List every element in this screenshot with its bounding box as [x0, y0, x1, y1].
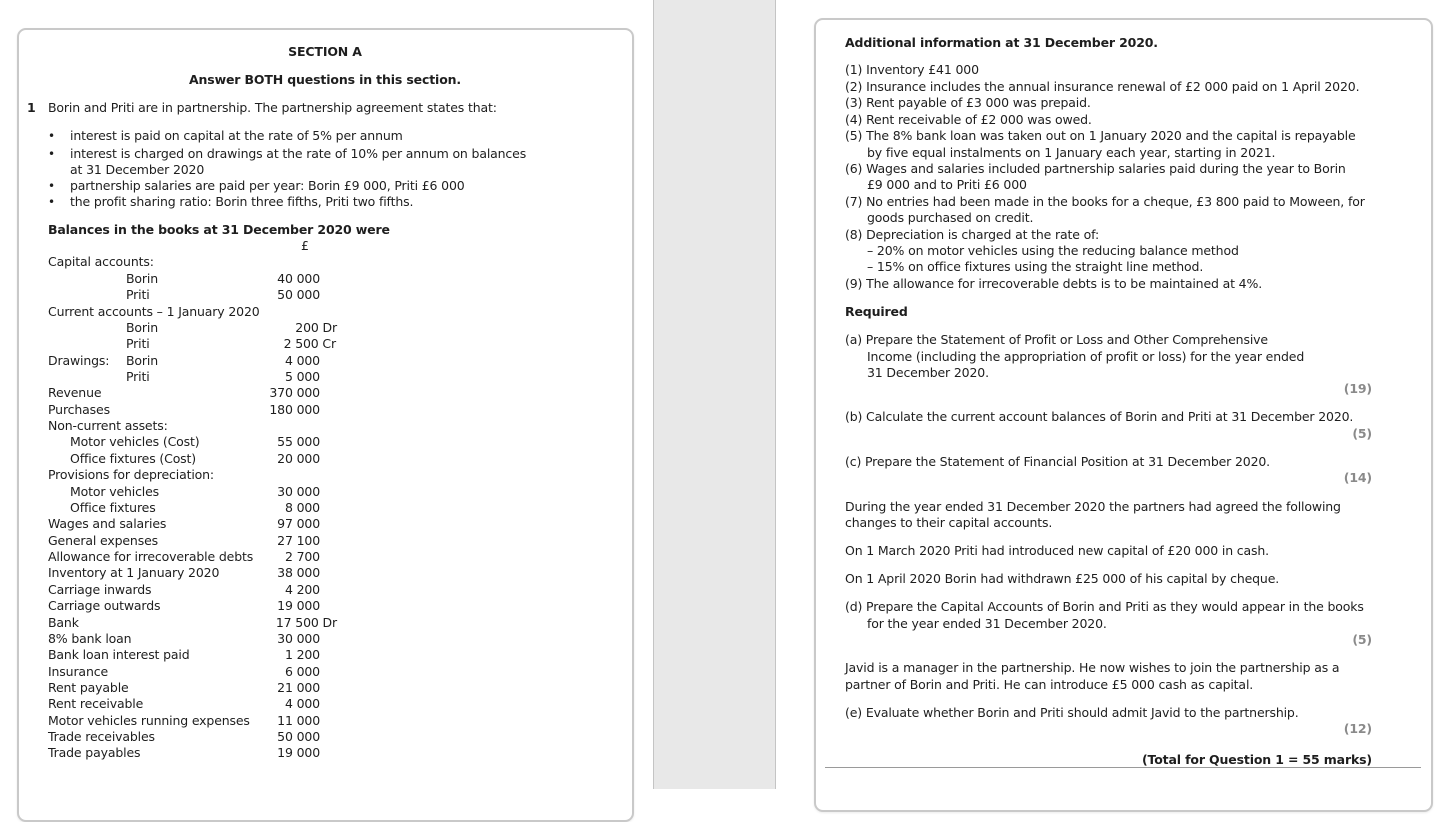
ledger-value: 180 000	[269, 402, 320, 417]
bullet-text: the profit sharing ratio: Borin three fifths, Priti two fifths.	[70, 194, 414, 209]
bullet: •	[48, 147, 56, 161]
ledger-label: Priti	[126, 369, 150, 384]
ledger-value: 27 100	[277, 533, 320, 548]
ledger-label: Inventory at 1 January 2020	[48, 565, 220, 580]
ledger-value: 50 000	[277, 287, 320, 302]
ledger-value: 40 000	[277, 271, 320, 286]
part-b-text: (b) Calculate the current account balances of Borin and Priti at 31 December 2020.	[845, 409, 1354, 424]
bullet-text: interest is paid on capital at the rate of 5% per annum	[70, 128, 403, 143]
part-a-text: 31 December 2020.	[867, 365, 989, 380]
ledger-label: Carriage inwards	[48, 582, 152, 597]
info-line: (8) Depreciation is charged at the rate of:	[845, 227, 1100, 242]
ledger-value: 30 000	[277, 631, 320, 646]
ledger-value: 55 000	[277, 434, 320, 449]
ledger-label: Current accounts – 1 January 2020	[48, 304, 260, 319]
ledger-value: 2 700	[284, 549, 320, 564]
ledger-value: 17 500 Dr	[275, 615, 337, 630]
marks-b: (5)	[1352, 426, 1372, 441]
ledger-label: Office fixtures (Cost)	[70, 451, 197, 466]
javid-text: Javid is a manager in the partnership. He now wishes to join the partnership as a	[845, 660, 1340, 675]
ledger-value: 20 000	[277, 451, 320, 466]
total-marks: (Total for Question 1 = 55 marks)	[1141, 752, 1372, 767]
info-line: (9) The allowance for irrecoverable debts is to be maintained at 4%.	[845, 276, 1263, 291]
info-line: (7) No entries had been made in the books for a cheque, £3 800 paid to Moween, for	[845, 194, 1365, 209]
change-1: On 1 March 2020 Priti had introduced new capital of £20 000 in cash.	[845, 543, 1269, 558]
ledger-value: 4 000	[284, 353, 320, 368]
required-heading: Required	[845, 304, 908, 319]
ledger-label: Motor vehicles (Cost)	[70, 434, 200, 449]
ledger-label: Drawings:	[48, 353, 110, 368]
info-line: (1) Inventory £41 000	[845, 62, 979, 77]
ledger-label: Priti	[126, 287, 150, 302]
section-title: SECTION A	[288, 44, 362, 59]
ledger-label: Carriage outwards	[48, 598, 161, 613]
ledger-label: Motor vehicles	[70, 484, 160, 499]
ledger-value: 2 500 Cr	[283, 336, 336, 351]
changes-intro: During the year ended 31 December 2020 the partners had agreed the following	[845, 499, 1341, 514]
info-line: (4) Rent receivable of £2 000 was owed.	[845, 112, 1092, 127]
marks-d: (5)	[1352, 632, 1372, 647]
ledger-label: Office fixtures	[70, 500, 156, 515]
ledger-value: 30 000	[277, 484, 320, 499]
currency-symbol: £	[301, 238, 309, 253]
ledger-value: 97 000	[277, 516, 320, 531]
info-line: by five equal instalments on 1 January each year, starting in 2021.	[867, 145, 1276, 160]
ledger-label: Purchases	[48, 402, 110, 417]
ledger-label: Revenue	[48, 385, 102, 400]
ledger-value: 5 000	[284, 369, 320, 384]
part-a-text: Income (including the appropriation of profit or loss) for the year ended	[867, 349, 1305, 364]
ledger-label: Capital accounts:	[48, 254, 154, 269]
question-intro: Borin and Priti are in partnership. The partnership agreement states that:	[48, 100, 497, 115]
ledger-label: Priti	[126, 336, 150, 351]
part-e-text: (e) Evaluate whether Borin and Priti should admit Javid to the partnership.	[845, 705, 1299, 720]
ledger-label: Trade receivables	[48, 729, 155, 744]
marks-c: (14)	[1343, 470, 1372, 485]
bullet: •	[48, 129, 56, 143]
ledger-value: 4 200	[284, 582, 320, 597]
ledger-label: Bank loan interest paid	[48, 647, 190, 662]
bullet: •	[48, 195, 56, 209]
bullet-text: at 31 December 2020	[70, 162, 205, 177]
info-line: – 15% on office fixtures using the straight line method.	[867, 259, 1204, 274]
marks-e: (12)	[1343, 721, 1372, 736]
info-line: goods purchased on credit.	[867, 210, 1034, 225]
instruction: Answer BOTH questions in this section.	[189, 72, 461, 87]
ledger-label: Insurance	[48, 664, 108, 679]
ledger-value: 8 000	[284, 500, 320, 515]
ledger-value: 4 000	[284, 696, 320, 711]
ledger-value: 21 000	[277, 680, 320, 695]
additional-info-heading: Additional information at 31 December 2020.	[845, 35, 1158, 50]
marks-a: (19)	[1343, 381, 1372, 396]
ledger-label: Bank	[48, 615, 79, 630]
ledger-label: Trade payables	[48, 745, 141, 760]
info-line: (6) Wages and salaries included partnership salaries paid during the year to Borin	[845, 161, 1346, 176]
page-gutter	[653, 0, 776, 789]
info-line: (5) The 8% bank loan was taken out on 1 January 2020 and the capital is repayable	[845, 128, 1356, 143]
balances-heading: Balances in the books at 31 December 2020 were	[48, 222, 390, 237]
changes-intro: changes to their capital accounts.	[845, 515, 1053, 530]
ledger-label: General expenses	[48, 533, 158, 548]
ledger-label: Motor vehicles running expenses	[48, 713, 250, 728]
ledger-label: Allowance for irrecoverable debts	[48, 549, 254, 564]
part-a-text: (a) Prepare the Statement of Profit or Loss and Other Comprehensive	[845, 332, 1268, 347]
ledger-label: Borin	[126, 320, 159, 335]
bullet-text: interest is charged on drawings at the rate of 10% per annum on balances	[70, 146, 527, 161]
ledger-label: Wages and salaries	[48, 516, 167, 531]
part-d-text: (d) Prepare the Capital Accounts of Borin and Priti as they would appear in the books	[845, 599, 1364, 614]
change-2: On 1 April 2020 Borin had withdrawn £25 000 of his capital by cheque.	[845, 571, 1280, 586]
ledger-value: 19 000	[277, 598, 320, 613]
info-line: (3) Rent payable of £3 000 was prepaid.	[845, 95, 1091, 110]
ledger-value: 370 000	[269, 385, 320, 400]
part-d-text: for the year ended 31 December 2020.	[867, 616, 1107, 631]
ledger-value: 50 000	[277, 729, 320, 744]
ledger-label: Rent receivable	[48, 696, 144, 711]
ledger-value: 11 000	[277, 713, 320, 728]
bullet-text: partnership salaries are paid per year: Borin £9 000, Priti £6 000	[70, 178, 465, 193]
info-line: – 20% on motor vehicles using the reducing balance method	[867, 243, 1239, 258]
ledger-value: 38 000	[277, 565, 320, 580]
ledger-label: 8% bank loan	[48, 631, 132, 646]
ledger-label: Borin	[126, 271, 159, 286]
bullet: •	[48, 179, 56, 193]
ledger-value: 200 Dr	[295, 320, 337, 335]
ledger-label: Borin	[126, 353, 159, 368]
ledger-value: 6 000	[284, 664, 320, 679]
question-number: 1	[27, 100, 36, 115]
ledger-value: 1 200	[284, 647, 320, 662]
info-line: £9 000 and to Priti £6 000	[867, 177, 1027, 192]
javid-text: partner of Borin and Priti. He can introduce £5 000 cash as capital.	[845, 677, 1254, 692]
ledger-label: Rent payable	[48, 680, 129, 695]
info-line: (2) Insurance includes the annual insurance renewal of £2 000 paid on 1 April 2020.	[845, 79, 1360, 94]
part-c-text: (c) Prepare the Statement of Financial Position at 31 December 2020.	[845, 454, 1270, 469]
ledger-label: Provisions for depreciation:	[48, 467, 214, 482]
ledger-label: Non-current assets:	[48, 418, 168, 433]
ledger-value: 19 000	[277, 745, 320, 760]
